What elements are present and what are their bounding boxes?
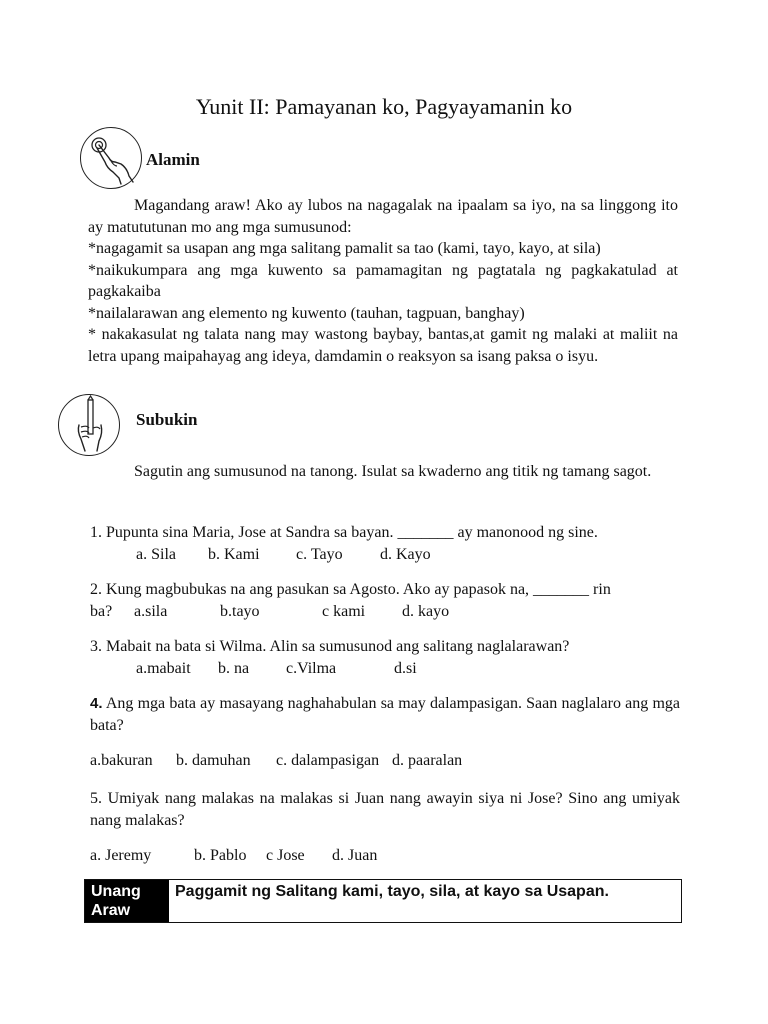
option-a: a. Jeremy: [90, 847, 152, 864]
answer-options: [90, 544, 680, 566]
alamin-intro: Magandang araw! Ako ay lubos na nagagalak na ipaalam sa iyo, na sa linggong ito ay matututunan mo ang mga sumusunod:: [88, 197, 678, 236]
objective-item: *nailalarawan ang elemento ng kuwento (tauhan, tagpuan, banghay): [88, 304, 525, 322]
option-c: c. Tayo: [296, 546, 343, 563]
option-b: b. Kami: [208, 546, 260, 563]
question-2: [90, 579, 680, 623]
page-title: Yunit II: Pamayanan ko, Pagyayamanin ko: [195, 94, 573, 119]
option-a: a.bakuran: [90, 752, 153, 769]
option-c: c Jose: [266, 847, 305, 864]
objective-item: * nakakasulat ng talata nang may wastong baybay, bantas,at gamit ng malaki at maliit na letra upang maipahayag ang ideya, damdamin o reaksyon sa isang paksa o isyu.: [88, 326, 678, 365]
question-5: [90, 788, 680, 832]
option-d: d. kayo: [402, 603, 450, 620]
option-c: c. dalampasigan: [276, 752, 380, 769]
option-a: a.sila: [134, 603, 168, 620]
answer-options: [90, 658, 680, 680]
option-d: d. Kayo: [380, 546, 431, 563]
question-text-continued: ba?: [90, 603, 113, 620]
objective-item: *naikukumpara ang mga kuwento sa pamamagitan ng pagtatala ng pagkakatulad at pagkakaiba: [88, 261, 678, 300]
option-d: d.si: [394, 660, 417, 677]
option-b: b. damuhan: [176, 752, 251, 769]
subukin-instruction-block: [88, 457, 678, 487]
question-text: 5. Umiyak nang malakas na malakas si Juan nang awayin siya ni Jose? Sino ang umiyak nang malakas?: [90, 790, 680, 829]
question-text: 2. Kung magbubukas na ang pasukan sa Agosto. Ako ay papasok na, _______ rin: [90, 581, 611, 598]
day-label: Unang Araw: [85, 880, 169, 922]
option-d: d. paaralan: [392, 752, 463, 769]
option-c: c.Vilma: [286, 660, 337, 677]
alamin-body: [88, 195, 678, 367]
question-1: [90, 522, 680, 566]
subukin-instruction: Sagutin ang sumusunod na tanong. Isulat sa kwaderno ang titik ng tamang sagot.: [134, 463, 652, 480]
objective-item: *nagagamit sa usapan ang mga salitang pamalit sa tao (kami, tayo, kayo, at sila): [88, 240, 601, 257]
option-a: a.mabait: [136, 660, 191, 677]
option-d: d. Juan: [332, 847, 378, 864]
day-banner: [84, 879, 682, 923]
question-3: [90, 636, 680, 680]
day-topic: Paggamit ng Salitang kami, tayo, sila, at kayo sa Usapan.: [175, 883, 609, 900]
question-number: 4.: [90, 695, 103, 712]
question-5-options: [90, 845, 680, 867]
option-c: c kami: [322, 603, 366, 620]
option-b: b. na: [218, 660, 250, 677]
answer-options: [90, 601, 680, 623]
question-text: 3. Mabait na bata si Wilma. Alin sa sumusunod ang salitang naglalarawan?: [90, 638, 570, 655]
option-a: a. Sila: [136, 546, 176, 563]
option-b: b.tayo: [220, 603, 260, 620]
question-4-options: [90, 750, 680, 772]
option-b: b. Pablo: [194, 847, 247, 864]
subukin-heading: Subukin: [136, 410, 198, 429]
question-text: Ang mga bata ay masayang naghahabulan sa may dalampasigan. Saan naglalaro ang mga bata?: [90, 695, 681, 734]
hand-holding-pencil-icon: [58, 394, 120, 456]
question-text: 1. Pupunta sina Maria, Jose at Sandra sa bayan. _______ ay manonood ng sine.: [90, 524, 598, 541]
question-4: [90, 693, 680, 737]
alamin-heading: Alamin: [146, 150, 200, 169]
finger-pointing-icon: [80, 127, 142, 189]
